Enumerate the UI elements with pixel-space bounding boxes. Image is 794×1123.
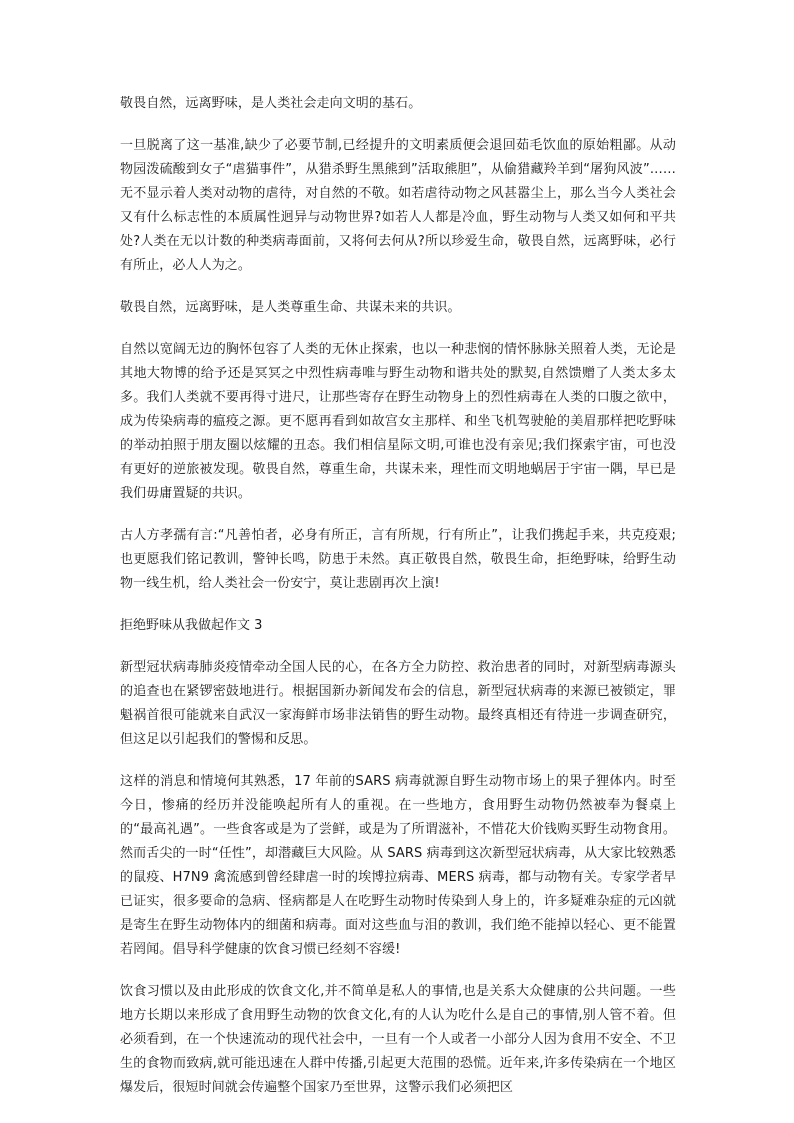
paragraph-5: 古人方孝孺有言:“凡善怕者，必身有所正，言有所规，行有所止”，让我们携起手来，共克疫艰;也更愿我们铭记教训，警钟长鸣，防患于未然。真正敬畏自然，敬畏生命，拒绝野味，给野生动物一线生机，给人类社会一份安宁，莫让悲剧再次上演! — [120, 528, 676, 591]
paragraph-1: 敬畏自然，远离野味，是人类社会走向文明的基石。 — [120, 96, 422, 111]
paragraph-3: 敬畏自然，远离野味，是人类尊重生命、共谋未来的共识。 — [120, 300, 461, 315]
paragraph-6: 新型冠状病毒肺炎疫情牵动全国人民的心，在各方全力防控、救治患者的同时，对新型病毒源头的追查也在紧锣密鼓地进行。根据国新办新闻发布会的信息，新型冠状病毒的来源已被锁定，罪魁祸首很可能就来自武汉一家海鲜市场非法销售的野生动物。最终真相还有待进一步调查研究，但这足以引起我们的警惕和反思。 — [120, 660, 676, 747]
paragraph-7: 这样的消息和情境何其熟悉，17 年前的SARS 病毒就源自野生动物市场上的果子狸体内。时至今日，惨痛的经历并没能唤起所有人的重视。在一些地方，食用野生动物仍然被奉为餐桌上的“最高礼遇”。一些食客或是为了尝鲜，或是为了所谓滋补，不惜花大价钱购买野生动物食用。然而舌尖的一时“任性”，却潜藏巨大风险。从 SARS 病毒到这次新型冠状病毒，从大家比较熟悉的鼠疫、H7N9 禽流感到曾经肆虐一时的埃博拉病毒、MERS 病毒，都与动物有关。专家学者早已证实，很多要命的急病、怪病都是人在吃野生动物时传染到人身上的，许多疑难杂症的元凶就是寄生在野生动物体内的细菌和病毒。面对这些血与泪的教训，我们绝不能掉以轻心、更不能置若罔闻。倡导科学健康的饮食习惯已经刻不容缓! — [120, 774, 676, 957]
paragraph-8: 饮食习惯以及由此形成的饮食文化,并不简单是私人的事情,也是关系大众健康的公共问题。一些地方长期以来形成了食用野生动物的饮食文化,有的人认为吃什么是自己的事情,别人管不着。但必须看到，在一个快速流动的现代社会中，一旦有一个人或者一小部分人因为食用不安全、不卫生的食物而致病,就可能迅速在人群中传播,引起更大范围的恐慌。近年来,许多传染病在一个地区爆发后，很短时间就会传遍整个国家乃至世界，这警示我们必须把区 — [120, 984, 676, 1095]
section-heading: 拒绝野味从我做起作文 3 — [120, 618, 263, 633]
paragraph-2: 一旦脱离了这一基准,缺少了必要节制,已经提升的文明素质便会退回茹毛饮血的原始粗鄙。从动物园泼硫酸到女子“虐猫事件”，从猎杀野生黑熊到”活取熊胆”，从偷猎藏羚羊到“屠狗风波”……无不显示着人类对动物的虐待，对自然的不敬。如若虐待动物之风甚嚣尘上，那么当今人类社会又有什么标志性的本质属性迥异与动物世界?如若人人都是冷血，野生动物与人类又如何和平共处?人类在无以计数的种类病毒面前，又将何去何从?所以珍爱生命，敬畏自然，远离野味，必行有所止，必人人为之。 — [120, 138, 676, 273]
paragraph-4: 自然以宽阔无边的胸怀包容了人类的无休止探索，也以一种悲悯的情怀脉脉关照着人类，无论是其地大物博的给予还是冥冥之中烈性病毒唯与野生动物和谐共处的默契,自然馈赠了人类太多太多。我们人类就不要再得寸进尺，让那些寄存在野生动物身上的烈性病毒在人类的口腹之欲中，成为传染病毒的瘟疫之源。更不愿再看到如故宫女主那样、和坐飞机驾驶舱的美眉那样把吃野味的举动拍照于朋友圈以炫耀的丑态。我们相信星际文明,可谁也没有亲见;我们探索宇宙，可也没有更好的逆旅被发现。敬畏自然，尊重生命，共谋未来，理性而文明地蜗居于宇宙一隅，早已是我们毋庸置疑的共识。 — [120, 342, 676, 501]
